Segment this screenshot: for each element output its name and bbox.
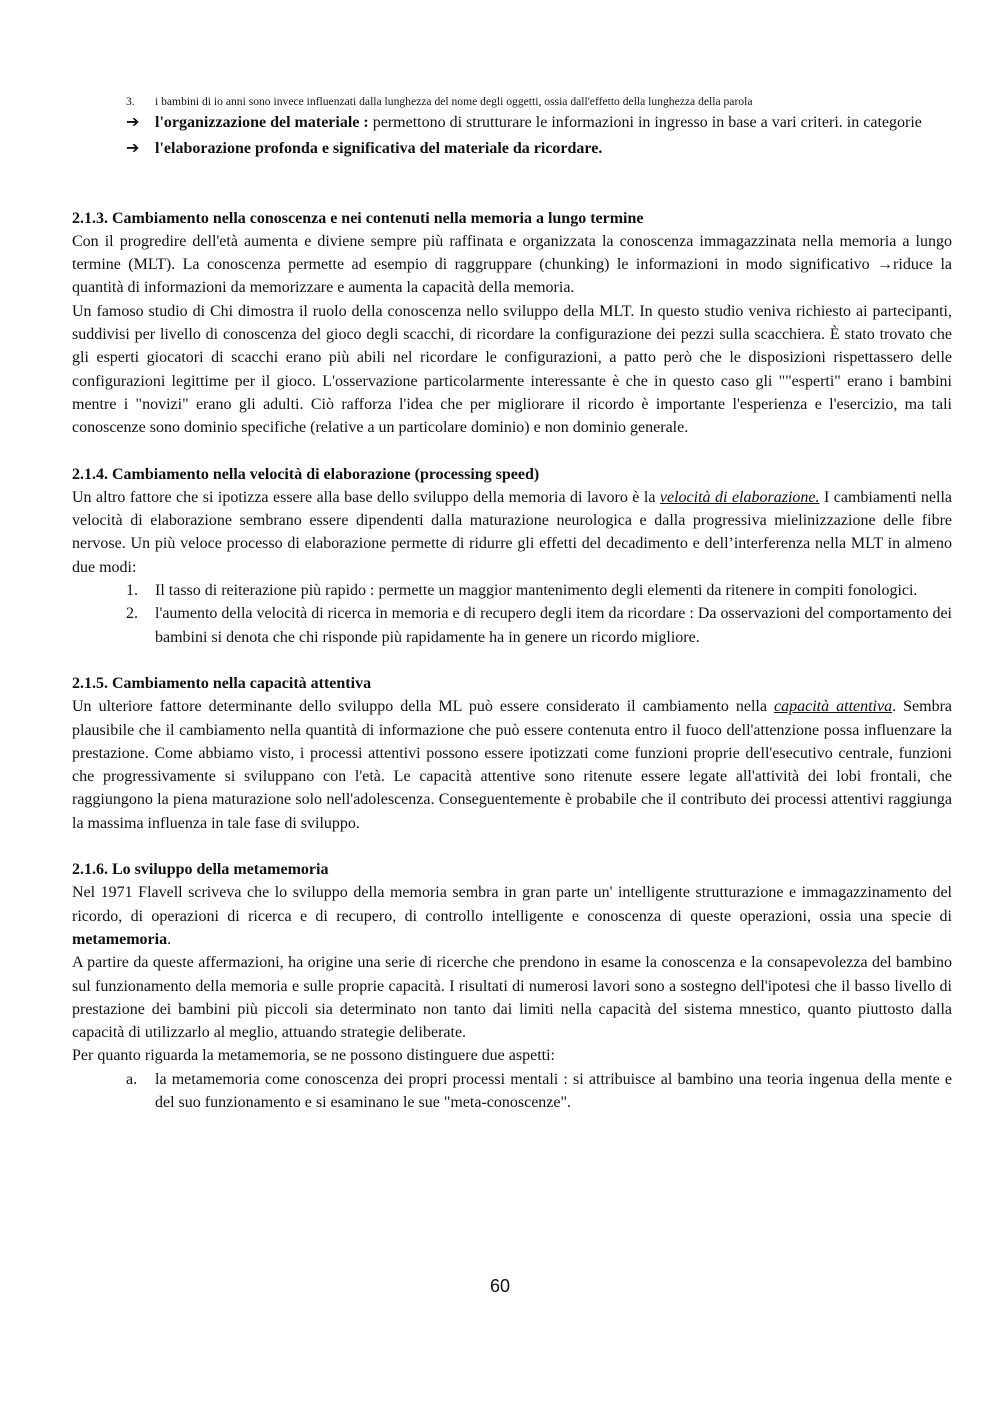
list-item-text: l'aumento della velocità di ricerca in memoria e di recupero degli item da ricordare : Da osservazioni del comportamento dei bambini si denota che chi risponde più rapidamente ha in genere un ricordo migliore. [155,605,952,646]
page-content [72,94,952,1114]
paragraph: Per quanto riguarda la metamemoria, se ne possono distinguere due aspetti: [72,1047,555,1065]
paragraph: A partire da queste affermazioni, ha origine una serie di ricerche che prendono in esame la conoscenza e la consapevolezza del bambino sul funzionamento della memoria e sulle proprie capacità. I risultati di numerosi lavori sono a sostegno dell'ipotesi che il basso livello di prestazione dei bambini più piccoli sia determinato non tanto dai limiti nella capacità del sistema mnestico, quanto piuttosto dalla capacità di utilizzarlo al meglio, attuando strategie deliberate. [72,954,952,1042]
lettered-list [72,1068,952,1115]
emphasis-capacita: capacità attentiva [774,698,893,716]
page-number: 60 [489,1276,511,1296]
paragraph [72,881,952,951]
paragraph [72,695,952,835]
list-item-text: Il tasso di reiterazione più rapido : permette un maggior mantenimento degli elementi da ritenere in compiti fonologici. [155,582,918,600]
paragraph: Un famoso studio di Chi dimostra il ruolo della conoscenza nello sviluppo della MLT. In questo studio veniva richiesto ai partecipanti, suddivisi per livello di conoscenza del gioco degli scacchi, di ricordare la configurazione dei pezzi sulla scacchiera. È stato trovato che gli esperti giocatori di scacchi erano più abili nel ricordare le configurazioni, a patto però che le disposizioni rispettassero delle configurazioni legittime per il gioco. L'osservazione particolarmente interessante è che in questo caso gli ""esperti" erano i bambini mentre i "novizi" erano gli adulti. Ciò rafforza l'idea che per migliorare il ricordo è importante l'esperienza e l'esercizio, ma tali conoscenze sono dominio specifiche (relative a un particolare dominio) e non dominio generale. [72,302,952,437]
text-run: . [167,930,172,948]
section-heading-2-1-5: 2.1.5. Cambiamento nella capacità attentiva [72,674,372,692]
bullet-bold-term: l'organizzazione del materiale : [155,114,369,131]
list-marker: 1. [126,582,138,600]
list-item [72,1068,952,1115]
emphasis-velocita: velocità di elaborazione. [659,488,820,506]
section-heading-2-1-6: 2.1.6. Lo sviluppo della metamemoria [72,861,329,879]
list-item [72,579,952,602]
text-run: Un altro fattore che si ipotizza essere alla base dello sviluppo della memoria di lavoro è la [72,488,660,506]
list-item-3 [126,94,952,110]
bold-term-metamemoria: metamemoria [72,930,168,948]
list-item [72,602,952,649]
list-marker: 2. [126,605,138,623]
text-run: Un ulteriore fattore determinante dello sviluppo della ML può essere considerato il cambiamento nella [72,698,774,716]
text-run: Nel 1971 Flavell scriveva che lo sviluppo della memoria sembra in gran parte un' intelligente strutturazione e immagazzinamento del ricordo, di operazioni di ricerca e di recupero, di controllo intelligente e conoscenza di queste operazioni, ossia una specie di [72,884,952,925]
bullet-organizzazione [72,111,952,134]
list-item-text: i bambini di io anni sono invece influenzati dalla lunghezza del nome degli oggetti, ossia dall'effetto della lunghezza della parola [155,95,753,108]
list-item-number: 3. [126,95,135,108]
section-heading-2-1-3: 2.1.3. Cambiamento nella conoscenza e nei contenuti nella memoria a lungo termine [72,209,644,227]
bullet-bold-term: l'elaborazione profonda e significativa del materiale da ricordare. [155,140,603,158]
text-run: . Sembra plausibile che il cambiamento nella quantità di informazione che può essere contenuta entro il fuoco dell'attenzione possa influenzare la prestazione. Come abbiamo visto, i processi attentivi possono essere ipotizzati come funzioni proprie dell'esecutivo centrale, funzioni che progressivamente si sviluppano con l'età. Le capacità attentive sono ritenute essere legate all'attività dei lobi frontali, che raggiungono la piena maturazione solo nell'adolescenza. Conseguentemente è probabile che il contributo dei processi attentivi raggiunga la massima influenza in tale fase di sviluppo. [72,698,953,832]
arrow-bullet-icon: ➔ [126,140,140,158]
list-item-text: la metamemoria come conoscenza dei propri processi mentali : si attribuisce al bambino una teoria ingenua della mente e del suo funzionamento e si esaminano le sue "meta-conoscenze". [155,1070,952,1111]
bullet-elaborazione [72,137,952,160]
list-marker: a. [126,1070,138,1088]
arrow-bullet-icon: ➔ [126,114,140,131]
paragraph: Con il progredire dell'età aumenta e diviene sempre più raffinata e organizzata la conoscenza immagazzinata nella memoria a lungo termine (MLT). La conoscenza permette ad esempio di raggruppare (chunking) le informazioni in modo significativo →riduce la quantità di informazioni da memorizzare e aumenta la capacità della memoria. [72,232,952,297]
text-run: I cambiamenti nella velocità di elaborazione sembrano essere dipendenti dalla maturazione neurologica e dalla progressiva mielinizzazione delle fibre nervose. Un più veloce processo di elaborazione permette di ridurre gli effetti del decadimento e dell’interferenza nella MLT in almeno due modi: [72,488,952,576]
numbered-list [72,579,952,649]
paragraph [72,486,952,579]
section-heading-2-1-4: 2.1.4. Cambiamento nella velocità di elaborazione (processing speed) [72,465,540,483]
bullet-text: permettono di strutturare le informazioni in ingresso in base a vari criteri. in categorie [368,114,922,131]
